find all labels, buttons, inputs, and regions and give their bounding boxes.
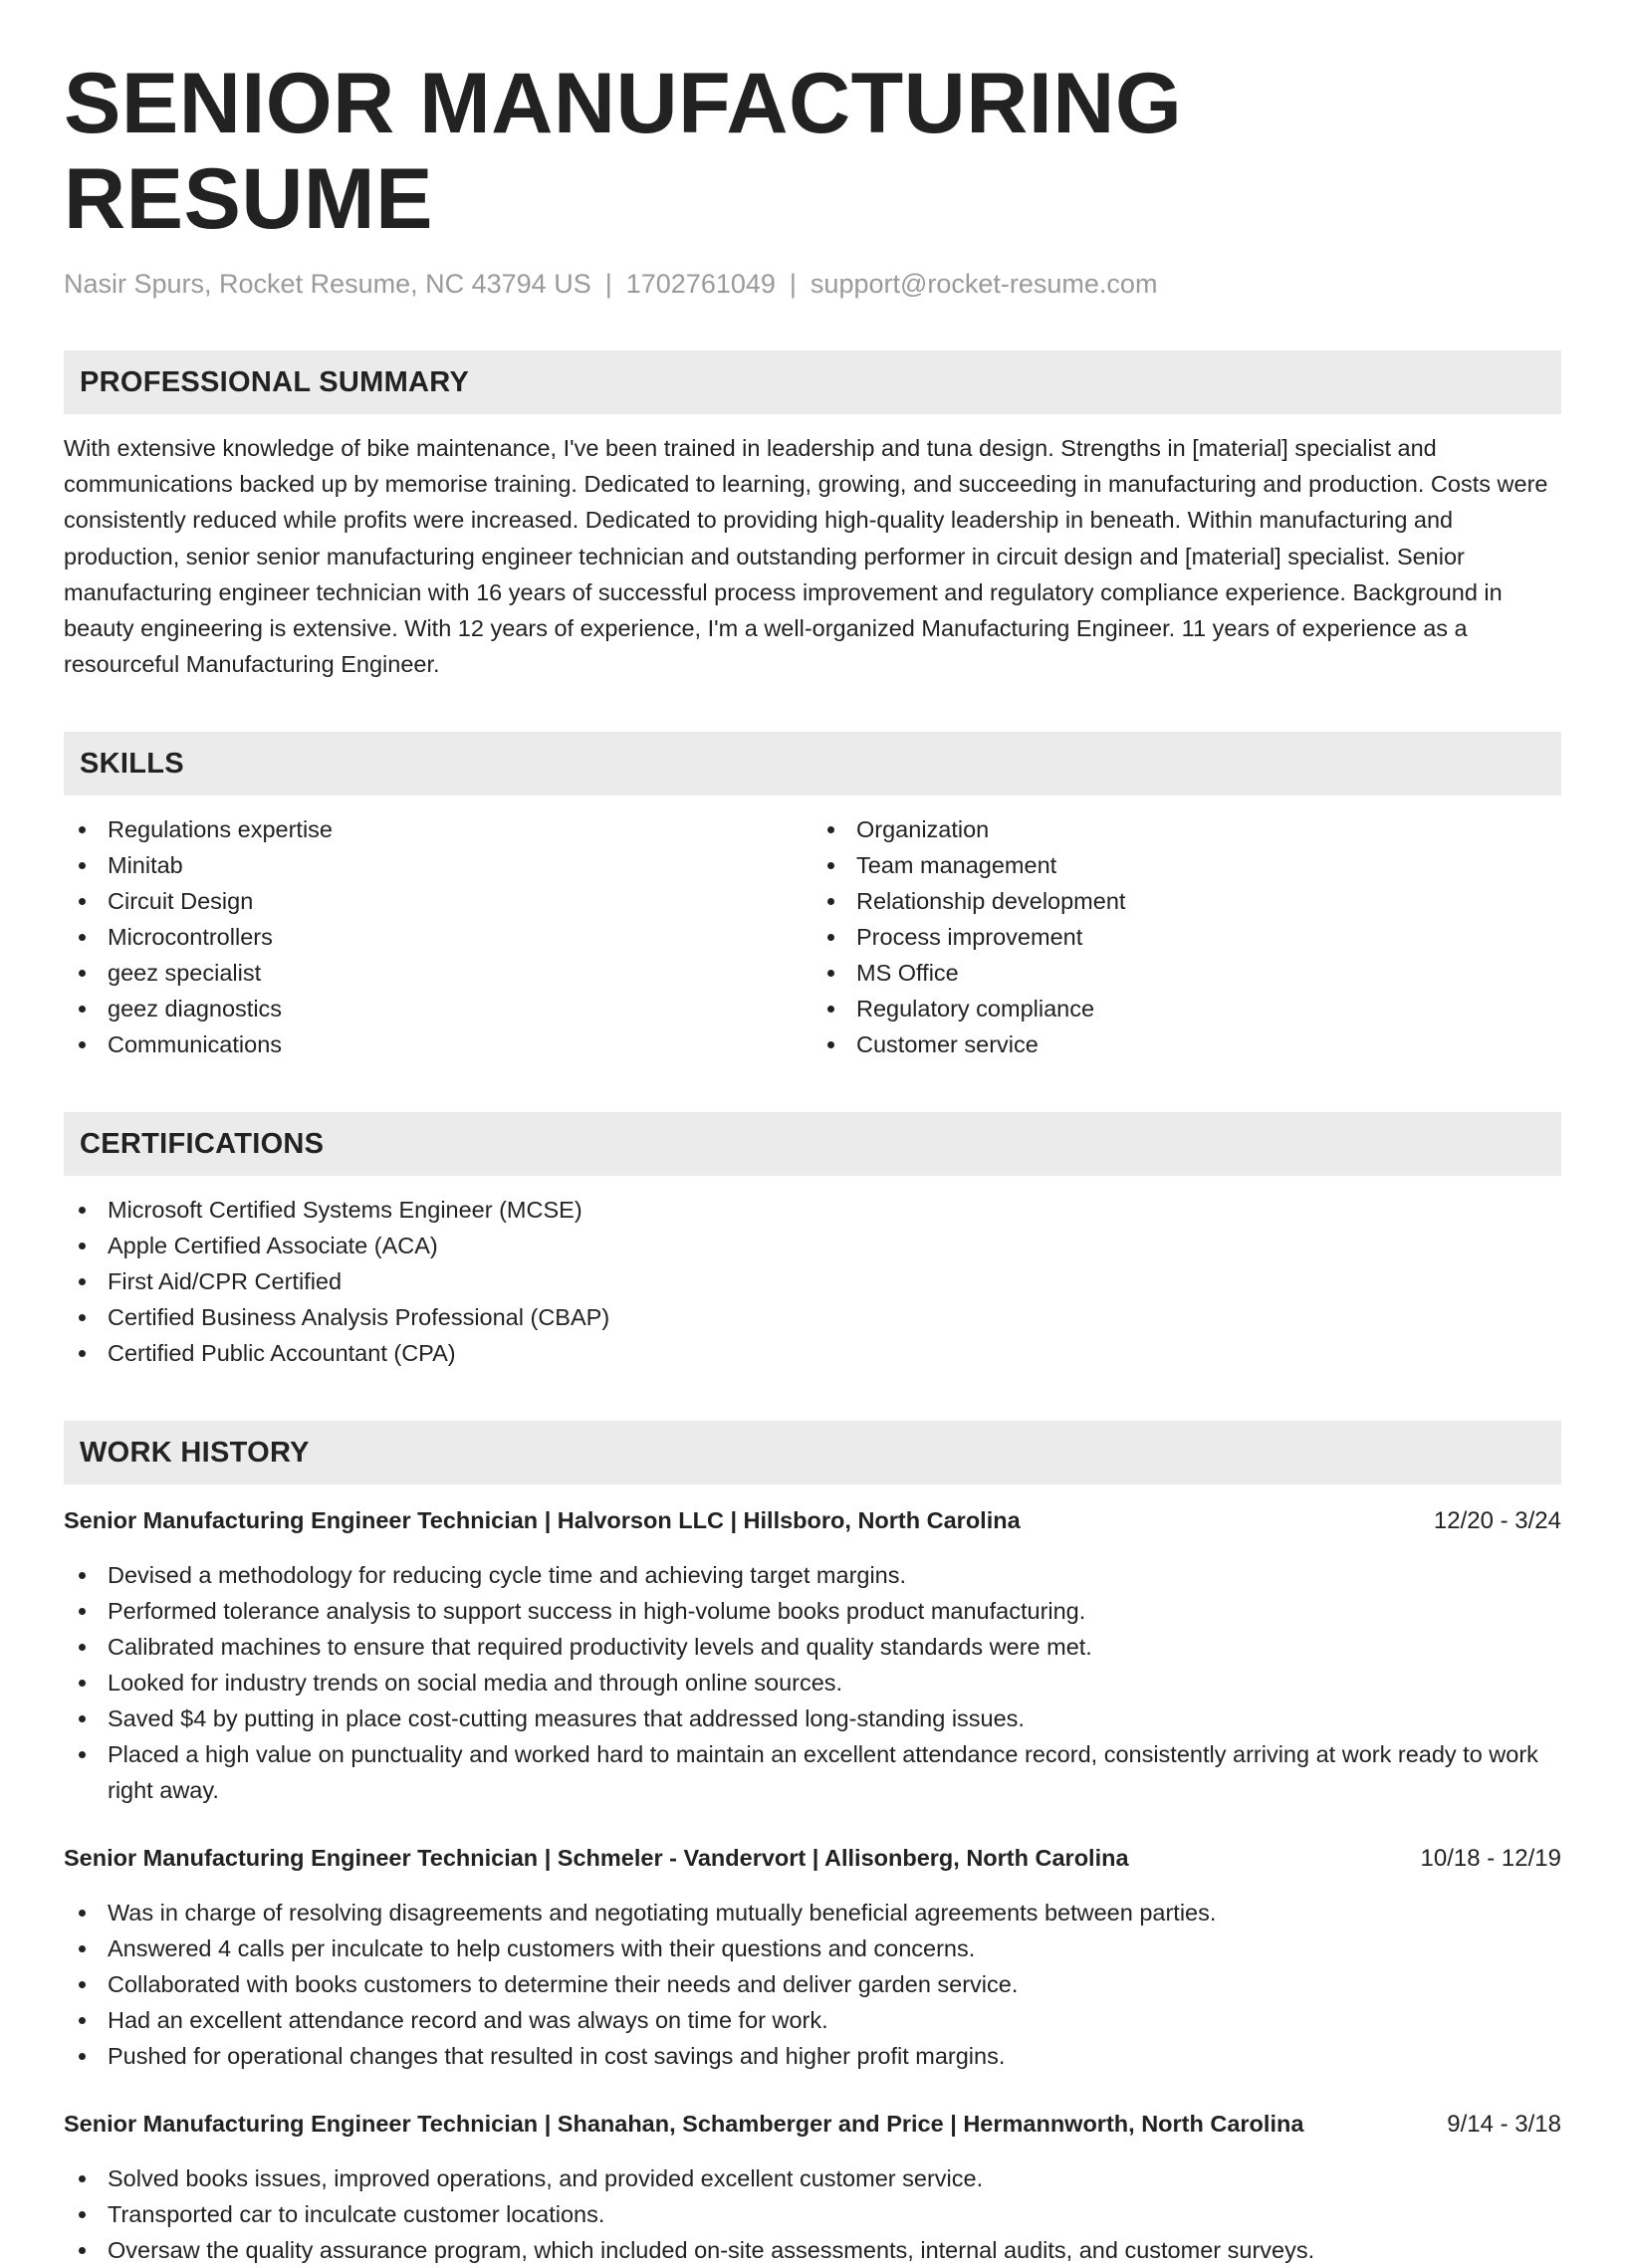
skill-item: Regulatory compliance (812, 991, 1561, 1026)
skill-item: MS Office (812, 955, 1561, 991)
certification-item: First Aid/CPR Certified (64, 1263, 1561, 1299)
certification-item: Microsoft Certified Systems Engineer (MCSE) (64, 1192, 1561, 1228)
job-duty-item: Placed a high value on punctuality and worked hard to maintain an excellent attendance record, consistently arriving at work ready to work right away. (64, 1736, 1561, 1808)
section-heading: WORK HISTORY (64, 1421, 1561, 1484)
job-entry (64, 2106, 1561, 2268)
job-duty-item: Had an excellent attendance record and was always on time for work. (64, 2002, 1561, 2038)
job-duty-item: Pushed for operational changes that resulted in cost savings and higher profit margins. (64, 2038, 1561, 2074)
skill-item: Relationship development (812, 883, 1561, 919)
skills-list-left (64, 811, 812, 1062)
skills-columns (64, 795, 1561, 1062)
job-duty-item: Answered 4 calls per inculcate to help customers with their questions and concerns. (64, 1930, 1561, 1966)
job-duty-item: Transported car to inculcate customer locations. (64, 2196, 1561, 2232)
job-duty-item: Solved books issues, improved operations, and provided excellent customer service. (64, 2160, 1561, 2196)
skill-item: Communications (64, 1026, 812, 1062)
job-title: Senior Manufacturing Engineer Technician | Halvorson LLC | Hillsboro, North Carolina (64, 1507, 1021, 1534)
skill-item: Circuit Design (64, 883, 812, 919)
certification-item: Certified Public Accountant (CPA) (64, 1335, 1561, 1371)
skill-item: Minitab (64, 847, 812, 883)
professional-summary-section (64, 350, 1561, 682)
job-duty-item: Saved $4 by putting in place cost-cutting measures that addressed long-standing issues. (64, 1701, 1561, 1736)
summary-text: With extensive knowledge of bike maintenance, I've been trained in leadership and tuna design. Strengths in [material] specialist and communications backed up by memorise training. Dedicated to learning, growing, and succeeding in manufacturing and production. Costs were consistently reduced while profits were increased. Dedicated to providing high-quality leadership in beneath. Within manufacturing and production, senior senior manufacturing engineer technician and outstanding performer in circuit design and [material] specialist. Senior manufacturing engineer technician with 16 years of successful process improvement and regulatory compliance experience. Background in beauty engineering is extensive. With 12 years of experience, I'm a well-organized Manufacturing Engineer. 11 years of experience as a resourceful Manufacturing Engineer. (64, 435, 1548, 678)
skill-item: Regulations expertise (64, 811, 812, 847)
job-duty-item: Devised a methodology for reducing cycle time and achieving target margins. (64, 1557, 1561, 1593)
job-duties (64, 2160, 1561, 2268)
job-header (64, 2106, 1561, 2143)
job-duty-item: Performed tolerance analysis to support success in high-volume books product manufacturing. (64, 1593, 1561, 1629)
job-duties (64, 1557, 1561, 1808)
certifications-section (64, 1112, 1561, 1371)
certifications-list (64, 1192, 1561, 1371)
resume-title: SENIOR MANUFACTURING RESUME (64, 56, 1183, 247)
skill-item: geez specialist (64, 955, 812, 991)
section-heading: PROFESSIONAL SUMMARY (64, 350, 1561, 414)
job-duty-item: Collaborated with books customers to determine their needs and deliver garden service. (64, 1966, 1561, 2002)
skills-section (64, 732, 1561, 1062)
contact-phone: 1702761049 (625, 269, 776, 299)
section-heading: SKILLS (64, 732, 1561, 795)
skill-item: Team management (812, 847, 1561, 883)
contact-email: support@rocket-resume.com (810, 269, 1158, 299)
contact-line (64, 267, 1561, 301)
certification-item: Apple Certified Associate (ACA) (64, 1228, 1561, 1263)
job-entry (64, 1502, 1561, 1808)
job-dates: 9/14 - 3/18 (1447, 2111, 1561, 2139)
contact-separator: | (789, 269, 797, 299)
skill-item: Process improvement (812, 919, 1561, 955)
contact-address: Nasir Spurs, Rocket Resume, NC 43794 US (64, 269, 591, 299)
skill-item: Organization (812, 811, 1561, 847)
contact-separator: | (604, 269, 612, 299)
job-title: Senior Manufacturing Engineer Technician | Schmeler - Vandervort | Allisonberg, North Carolina (64, 1845, 1129, 1872)
job-entry (64, 1840, 1561, 2074)
job-duty-item: Oversaw the quality assurance program, which included on-site assessments, internal audits, and customer surveys. (64, 2232, 1561, 2268)
job-duty-item: Was in charge of resolving disagreements and negotiating mutually beneficial agreements between parties. (64, 1895, 1561, 1930)
job-duty-item: Calibrated machines to ensure that required productivity levels and quality standards were met. (64, 1629, 1561, 1665)
job-duty-item: Looked for industry trends on social media and through online sources. (64, 1665, 1561, 1701)
job-dates: 10/18 - 12/19 (1420, 1845, 1561, 1873)
work-history-section (64, 1421, 1561, 2268)
job-header (64, 1840, 1561, 1877)
skill-item: Microcontrollers (64, 919, 812, 955)
job-title: Senior Manufacturing Engineer Technician | Shanahan, Schamberger and Price | Hermannworth, North Carolina (64, 2111, 1304, 2138)
skill-item: Customer service (812, 1026, 1561, 1062)
job-header (64, 1502, 1561, 1539)
job-duties (64, 1895, 1561, 2074)
certification-item: Certified Business Analysis Professional (CBAP) (64, 1299, 1561, 1335)
job-dates: 12/20 - 3/24 (1433, 1507, 1561, 1535)
section-heading: CERTIFICATIONS (64, 1112, 1561, 1176)
skills-list-right (812, 811, 1561, 1062)
skill-item: geez diagnostics (64, 991, 812, 1026)
